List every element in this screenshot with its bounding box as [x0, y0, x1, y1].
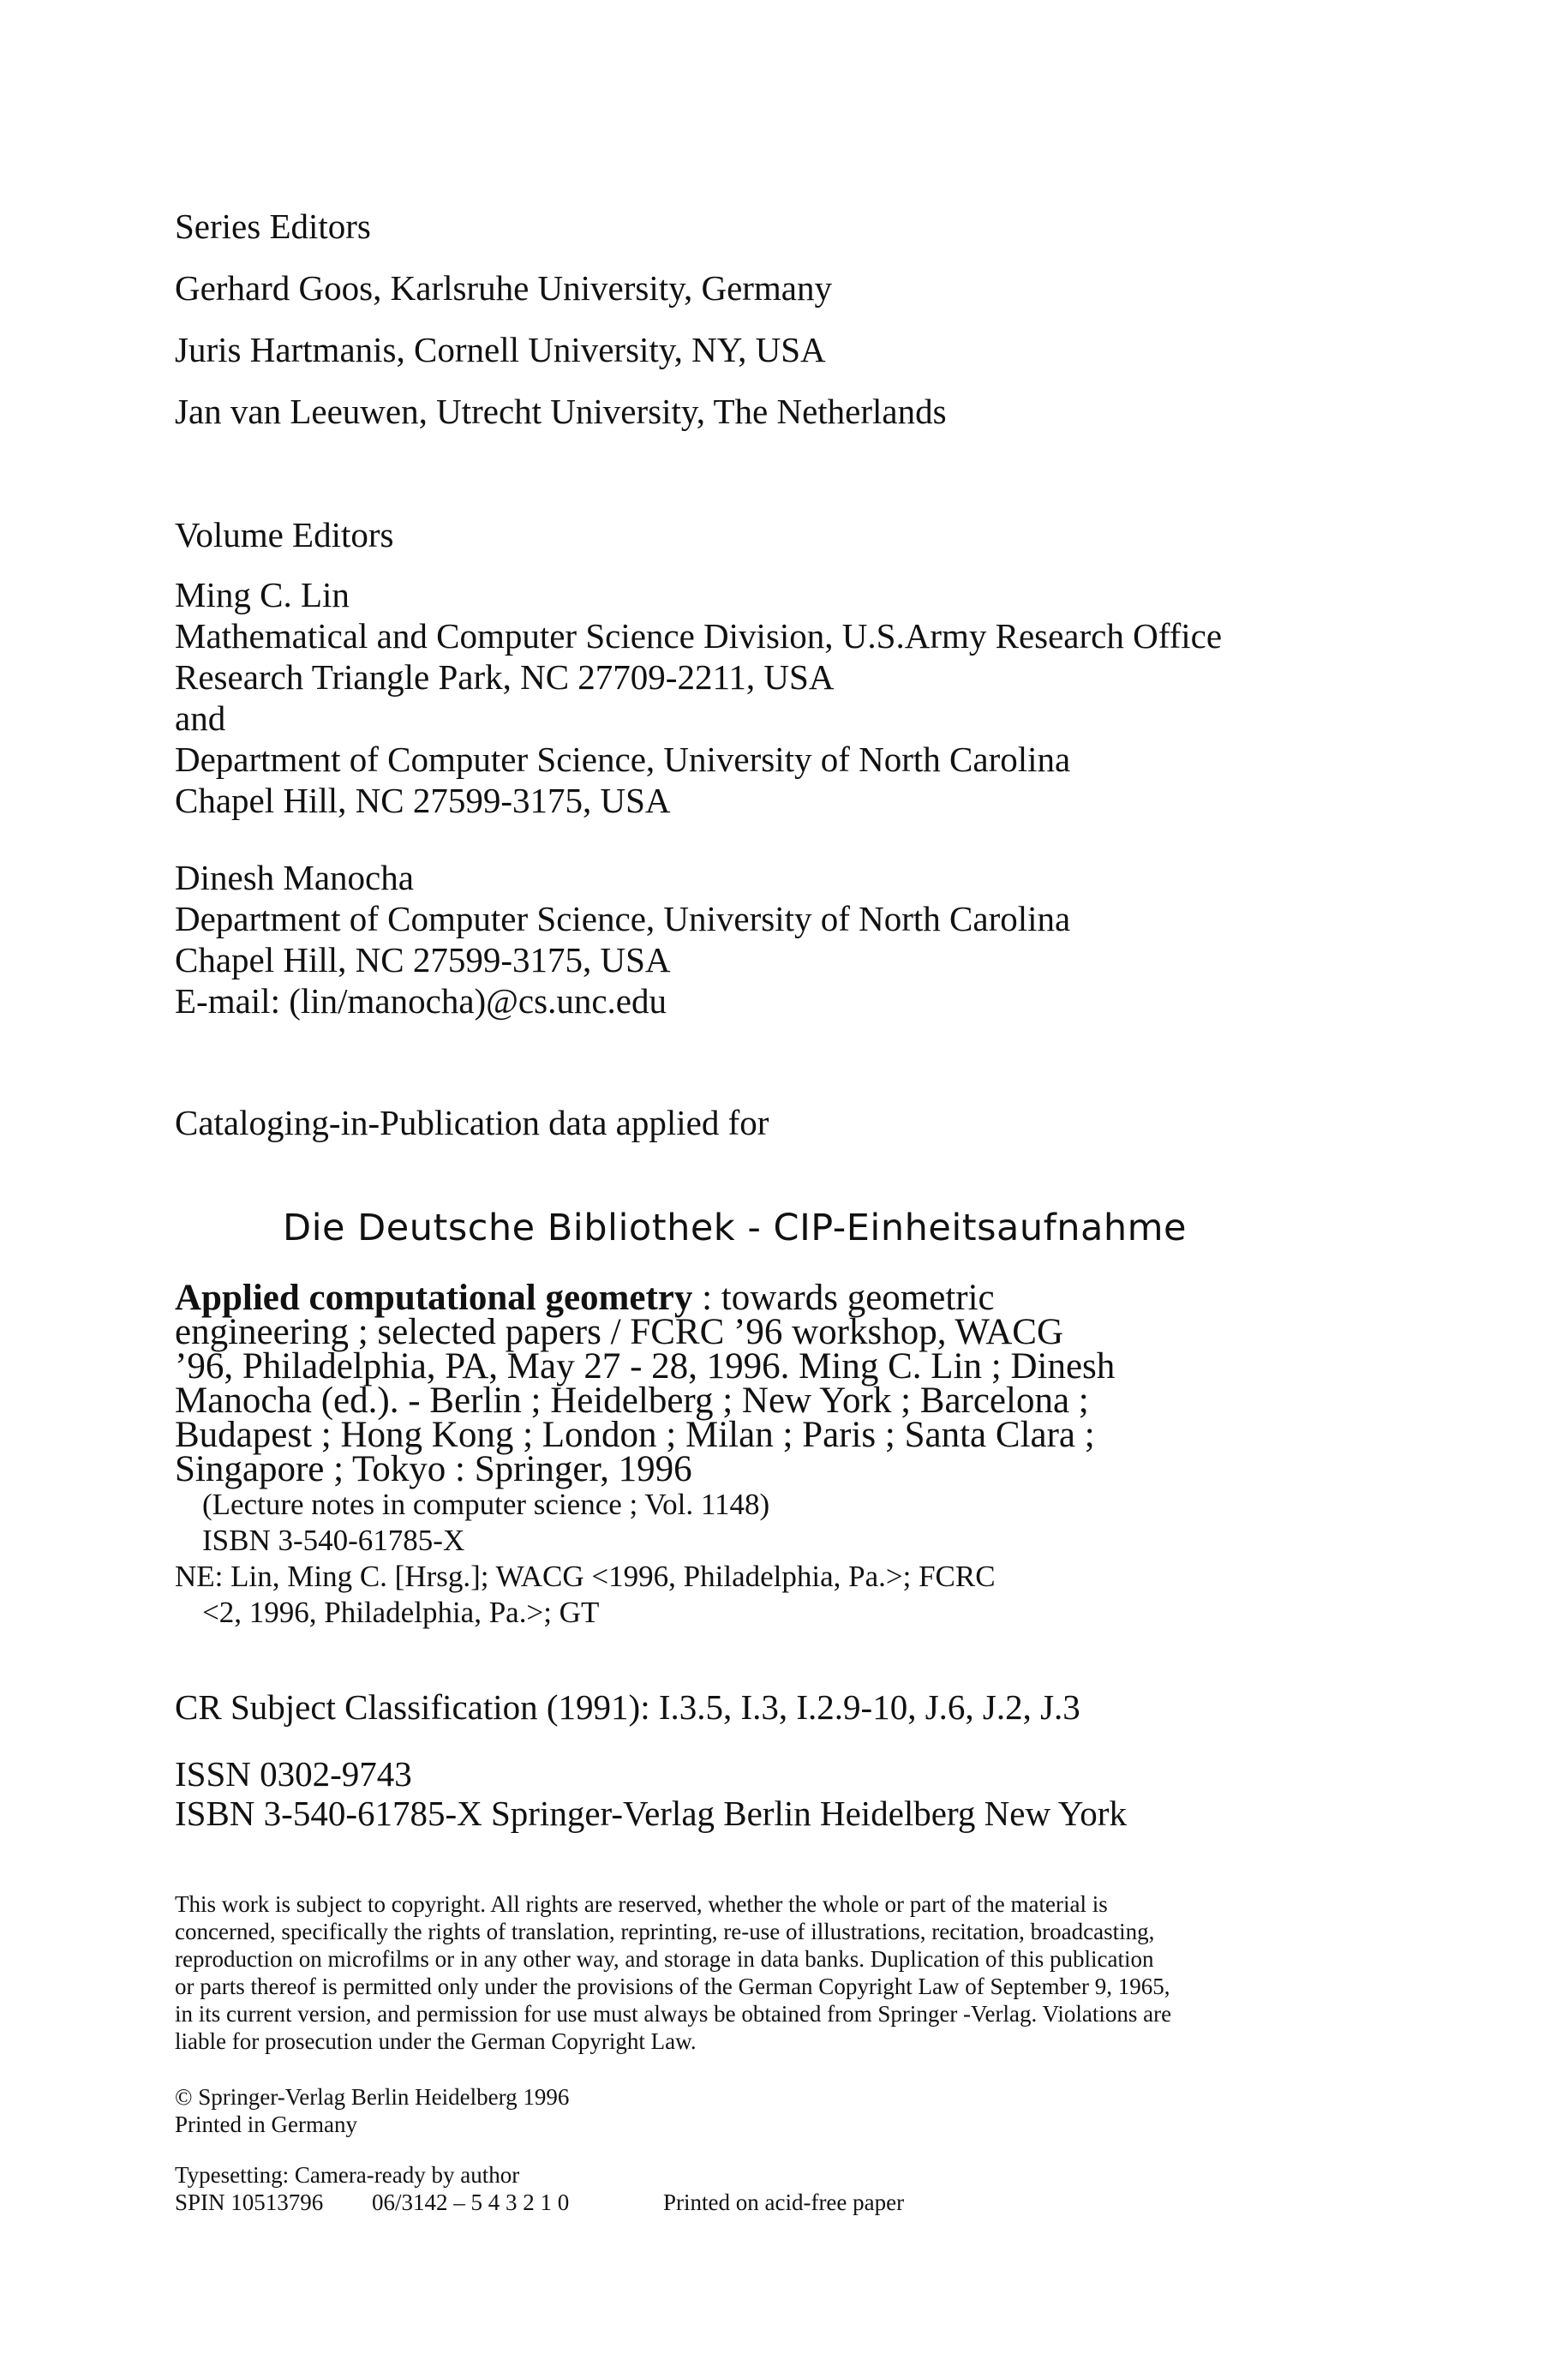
copyright-holder: © Springer-Verlag Berlin Heidelberg 1996: [175, 2084, 570, 2110]
cip-title: Die Deutsche Bibliothek - CIP-Einheitsaufnahme: [283, 1207, 1187, 1249]
legal-line: reproduction on microfilms or in any other way, and storage in data banks. Duplication of this publication: [175, 1946, 1154, 1972]
legal-line: This work is subject to copyright. All rights are reserved, whether the whole or part of the material is: [175, 1891, 1108, 1917]
address-line: Chapel Hill, NC 27599-3175, USA: [175, 781, 671, 820]
spin-number: SPIN 10513796: [175, 2189, 324, 2215]
address-line: Department of Computer Science, University of North Carolina: [175, 740, 1071, 779]
print-info: [175, 2161, 904, 2216]
cip-isbn: ISBN 3-540-61785-X: [202, 1524, 465, 1557]
volume-editors-heading: Volume Editors: [175, 515, 394, 554]
cip-line: Singapore ; Tokyo : Springer, 1996: [175, 1449, 692, 1489]
series-editor-hartmanis: Juris Hartmanis, Cornell University, NY, USA: [175, 330, 826, 369]
series-editor-goos: Gerhard Goos, Karlsruhe University, Germany: [175, 268, 833, 308]
address-line: Research Triangle Park, NC 27709-2211, USA: [175, 657, 835, 697]
cataloging-note: Cataloging-in-Publication data applied for: [175, 1103, 769, 1142]
copyright-notice: [175, 1890, 1357, 2055]
address-line: Mathematical and Computer Science Division, U.S.Army Research Office: [175, 616, 1223, 656]
legal-line: concerned, specifically the rights of translation, reprinting, re-use of illustrations, recitation, broadcasting,: [175, 1919, 1155, 1944]
address-line: Chapel Hill, NC 27599-3175, USA: [175, 940, 671, 979]
volume-editor-lin: [175, 574, 1222, 821]
address-line: and: [175, 698, 226, 738]
legal-line: in its current version, and permission for use must always be obtained from Springer -Verlag. Violations are: [175, 2001, 1172, 2027]
print-code: 06/3142 – 5 4 3 2 1 0: [372, 2189, 570, 2215]
series-editors-heading: Series Editors: [175, 207, 371, 246]
address-line: Department of Computer Science, University of North Carolina: [175, 899, 1071, 938]
cip-record: [175, 1278, 1409, 1631]
cip-ne-line: <2, 1996, Philadelphia, Pa.>; GT: [202, 1596, 600, 1629]
legal-line: liable for prosecution under the German Copyright Law.: [175, 2028, 697, 2054]
cip-line: Manocha (ed.). - Berlin ; Heidelberg ; New York ; Barcelona ;: [175, 1381, 1089, 1421]
spin-row: [175, 2189, 904, 2216]
address-line: Dinesh Manocha: [175, 858, 414, 897]
cip-line: engineering ; selected papers / FCRC ’96 workshop, WACG: [175, 1312, 1064, 1352]
volume-editor-manocha: [175, 857, 1070, 1021]
cr-classification: CR Subject Classification (1991): I.3.5, I.3, I.2.9-10, J.6, J.2, J.3: [175, 1687, 1080, 1727]
cip-ne-line: NE: Lin, Ming C. [Hrsg.]; WACG <1996, Philadelphia, Pa.>; FCRC: [175, 1560, 996, 1593]
series-editor-van-leeuwen: Jan van Leeuwen, Utrecht University, The Netherlands: [175, 392, 947, 431]
typesetting: Typesetting: Camera-ready by author: [175, 2162, 520, 2188]
cip-line: Budapest ; Hong Kong ; London ; Milan ; Paris ; Santa Clara ;: [175, 1415, 1095, 1455]
cip-series: (Lecture notes in computer science ; Vol. 1148): [202, 1488, 770, 1521]
cip-bold-title: Applied computational geometry: [175, 1278, 693, 1318]
acid-free-note: Printed on acid-free paper: [663, 2189, 905, 2215]
copyright-line: [175, 2083, 569, 2138]
cip-line: ’96, Philadelphia, PA, May 27 - 28, 1996. Ming C. Lin ; Dinesh: [175, 1346, 1116, 1387]
address-line: Ming C. Lin: [175, 575, 350, 614]
issn: ISSN 0302-9743: [175, 1754, 412, 1794]
isbn-full: ISBN 3-540-61785-X Springer-Verlag Berlin Heidelberg New York: [175, 1794, 1127, 1833]
email-line: E-mail: (lin/manocha)@cs.unc.edu: [175, 981, 667, 1021]
legal-line: or parts thereof is permitted only under the provisions of the German Copyright Law of September 9, 1965,: [175, 1974, 1170, 1999]
cip-line: : towards geometric: [692, 1278, 995, 1318]
printed-in: Printed in Germany: [175, 2111, 357, 2137]
